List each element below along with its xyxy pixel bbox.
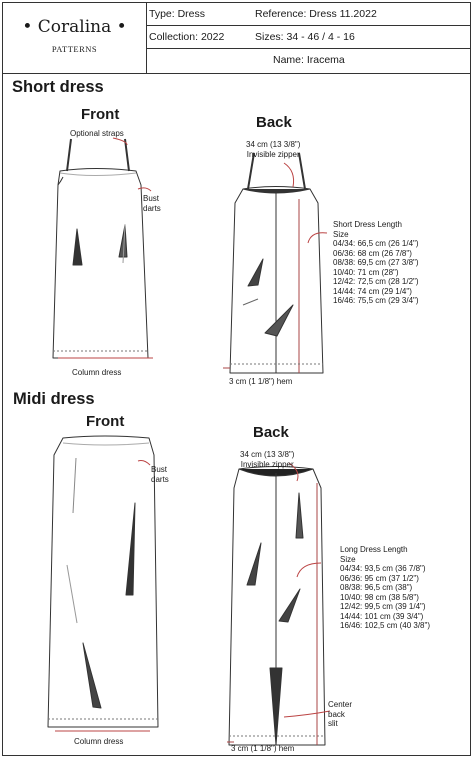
length-row: 16/46: 102,5 cm (40 3/8")	[340, 621, 431, 630]
length-row: 14/44: 101 cm (39 3/4")	[340, 611, 424, 621]
zipper-length: 34 cm (13 3/8")	[240, 450, 295, 459]
midi-back-title: Back	[253, 424, 289, 441]
midi-length-table	[340, 545, 430, 631]
short-column-dress-label: Column dress	[72, 368, 122, 377]
name-field: Name: Iracema	[273, 54, 345, 66]
midi-back-sketch	[227, 467, 325, 746]
collection-field: Collection: 2022	[149, 31, 225, 43]
short-zipper-label	[246, 140, 300, 159]
bust-word: Bust	[143, 194, 160, 203]
short-length-table	[333, 220, 419, 306]
midi-zipper-label	[240, 450, 294, 469]
zipper-length: 34 cm (13 3/8")	[246, 140, 301, 149]
midi-front-title: Front	[86, 413, 125, 430]
midi-front-sketch	[48, 436, 158, 727]
brand-subtitle: PATTERNS	[51, 44, 98, 54]
tech-sheet	[2, 2, 471, 756]
darts-word: darts	[151, 474, 169, 484]
length-row: 10/40: 98 cm (38 5/8")	[340, 592, 419, 602]
reference-field: Reference: Dress 11.2022	[255, 8, 377, 20]
size-label: Size	[340, 554, 356, 564]
short-back-sketch	[223, 153, 323, 373]
short-back-title: Back	[256, 114, 292, 131]
length-row: 12/42: 99,5 cm (39 1/4")	[340, 602, 426, 611]
length-title: Long Dress Length	[340, 545, 408, 554]
type-field: Type: Dress	[149, 8, 206, 20]
bust-word: Bust	[151, 465, 168, 474]
optional-straps-label: Optional straps	[70, 129, 124, 138]
center-back-slit-label	[328, 700, 352, 729]
length-row: 08/38: 69,5 cm (27 3/8")	[333, 258, 419, 267]
darts-word: darts	[143, 203, 161, 213]
length-row: 04/34: 66,5 cm (26 1/4")	[333, 239, 419, 248]
slit-word: slit	[328, 719, 338, 728]
short-dress-title: Short dress	[12, 78, 104, 96]
short-front-sketch	[53, 139, 148, 358]
midi-bust-label	[151, 465, 169, 484]
midi-column-dress-label: Column dress	[74, 737, 124, 746]
zipper-text: Invisible zipper	[246, 149, 300, 159]
length-row: 12/42: 72,5 cm (28 1/2")	[333, 277, 419, 286]
back-word: back	[328, 709, 345, 719]
brand-text: Coralina	[37, 17, 112, 37]
zipper-text: Invisible zipper	[240, 459, 294, 469]
center-word: Center	[328, 700, 353, 709]
length-row: 06/36: 68 cm (26 7/8")	[333, 248, 412, 258]
brand-dot-left: •	[22, 17, 33, 37]
length-title: Short Dress Length	[333, 220, 402, 229]
size-label: Size	[333, 229, 349, 239]
short-bust-label	[143, 194, 161, 213]
length-row: 10/40: 71 cm (28")	[333, 267, 399, 277]
sizes-field: Sizes: 34 - 46 / 4 - 16	[255, 31, 355, 43]
length-row: 14/44: 74 cm (29 1/4")	[333, 286, 412, 296]
length-row: 16/46: 75,5 cm (29 3/4")	[333, 296, 419, 305]
length-row: 06/36: 95 cm (37 1/2")	[340, 573, 419, 583]
short-front-title: Front	[81, 106, 120, 123]
length-row: 08/38: 96,5 cm (38")	[340, 583, 413, 592]
midi-hem-label: 3 cm (1 1/8") hem	[231, 744, 295, 753]
short-hem-label: 3 cm (1 1/8") hem	[229, 377, 293, 386]
midi-dress-title: Midi dress	[13, 390, 95, 408]
length-row: 04/34: 93,5 cm (36 7/8")	[340, 564, 426, 573]
brand-dot-right: •	[116, 17, 127, 37]
